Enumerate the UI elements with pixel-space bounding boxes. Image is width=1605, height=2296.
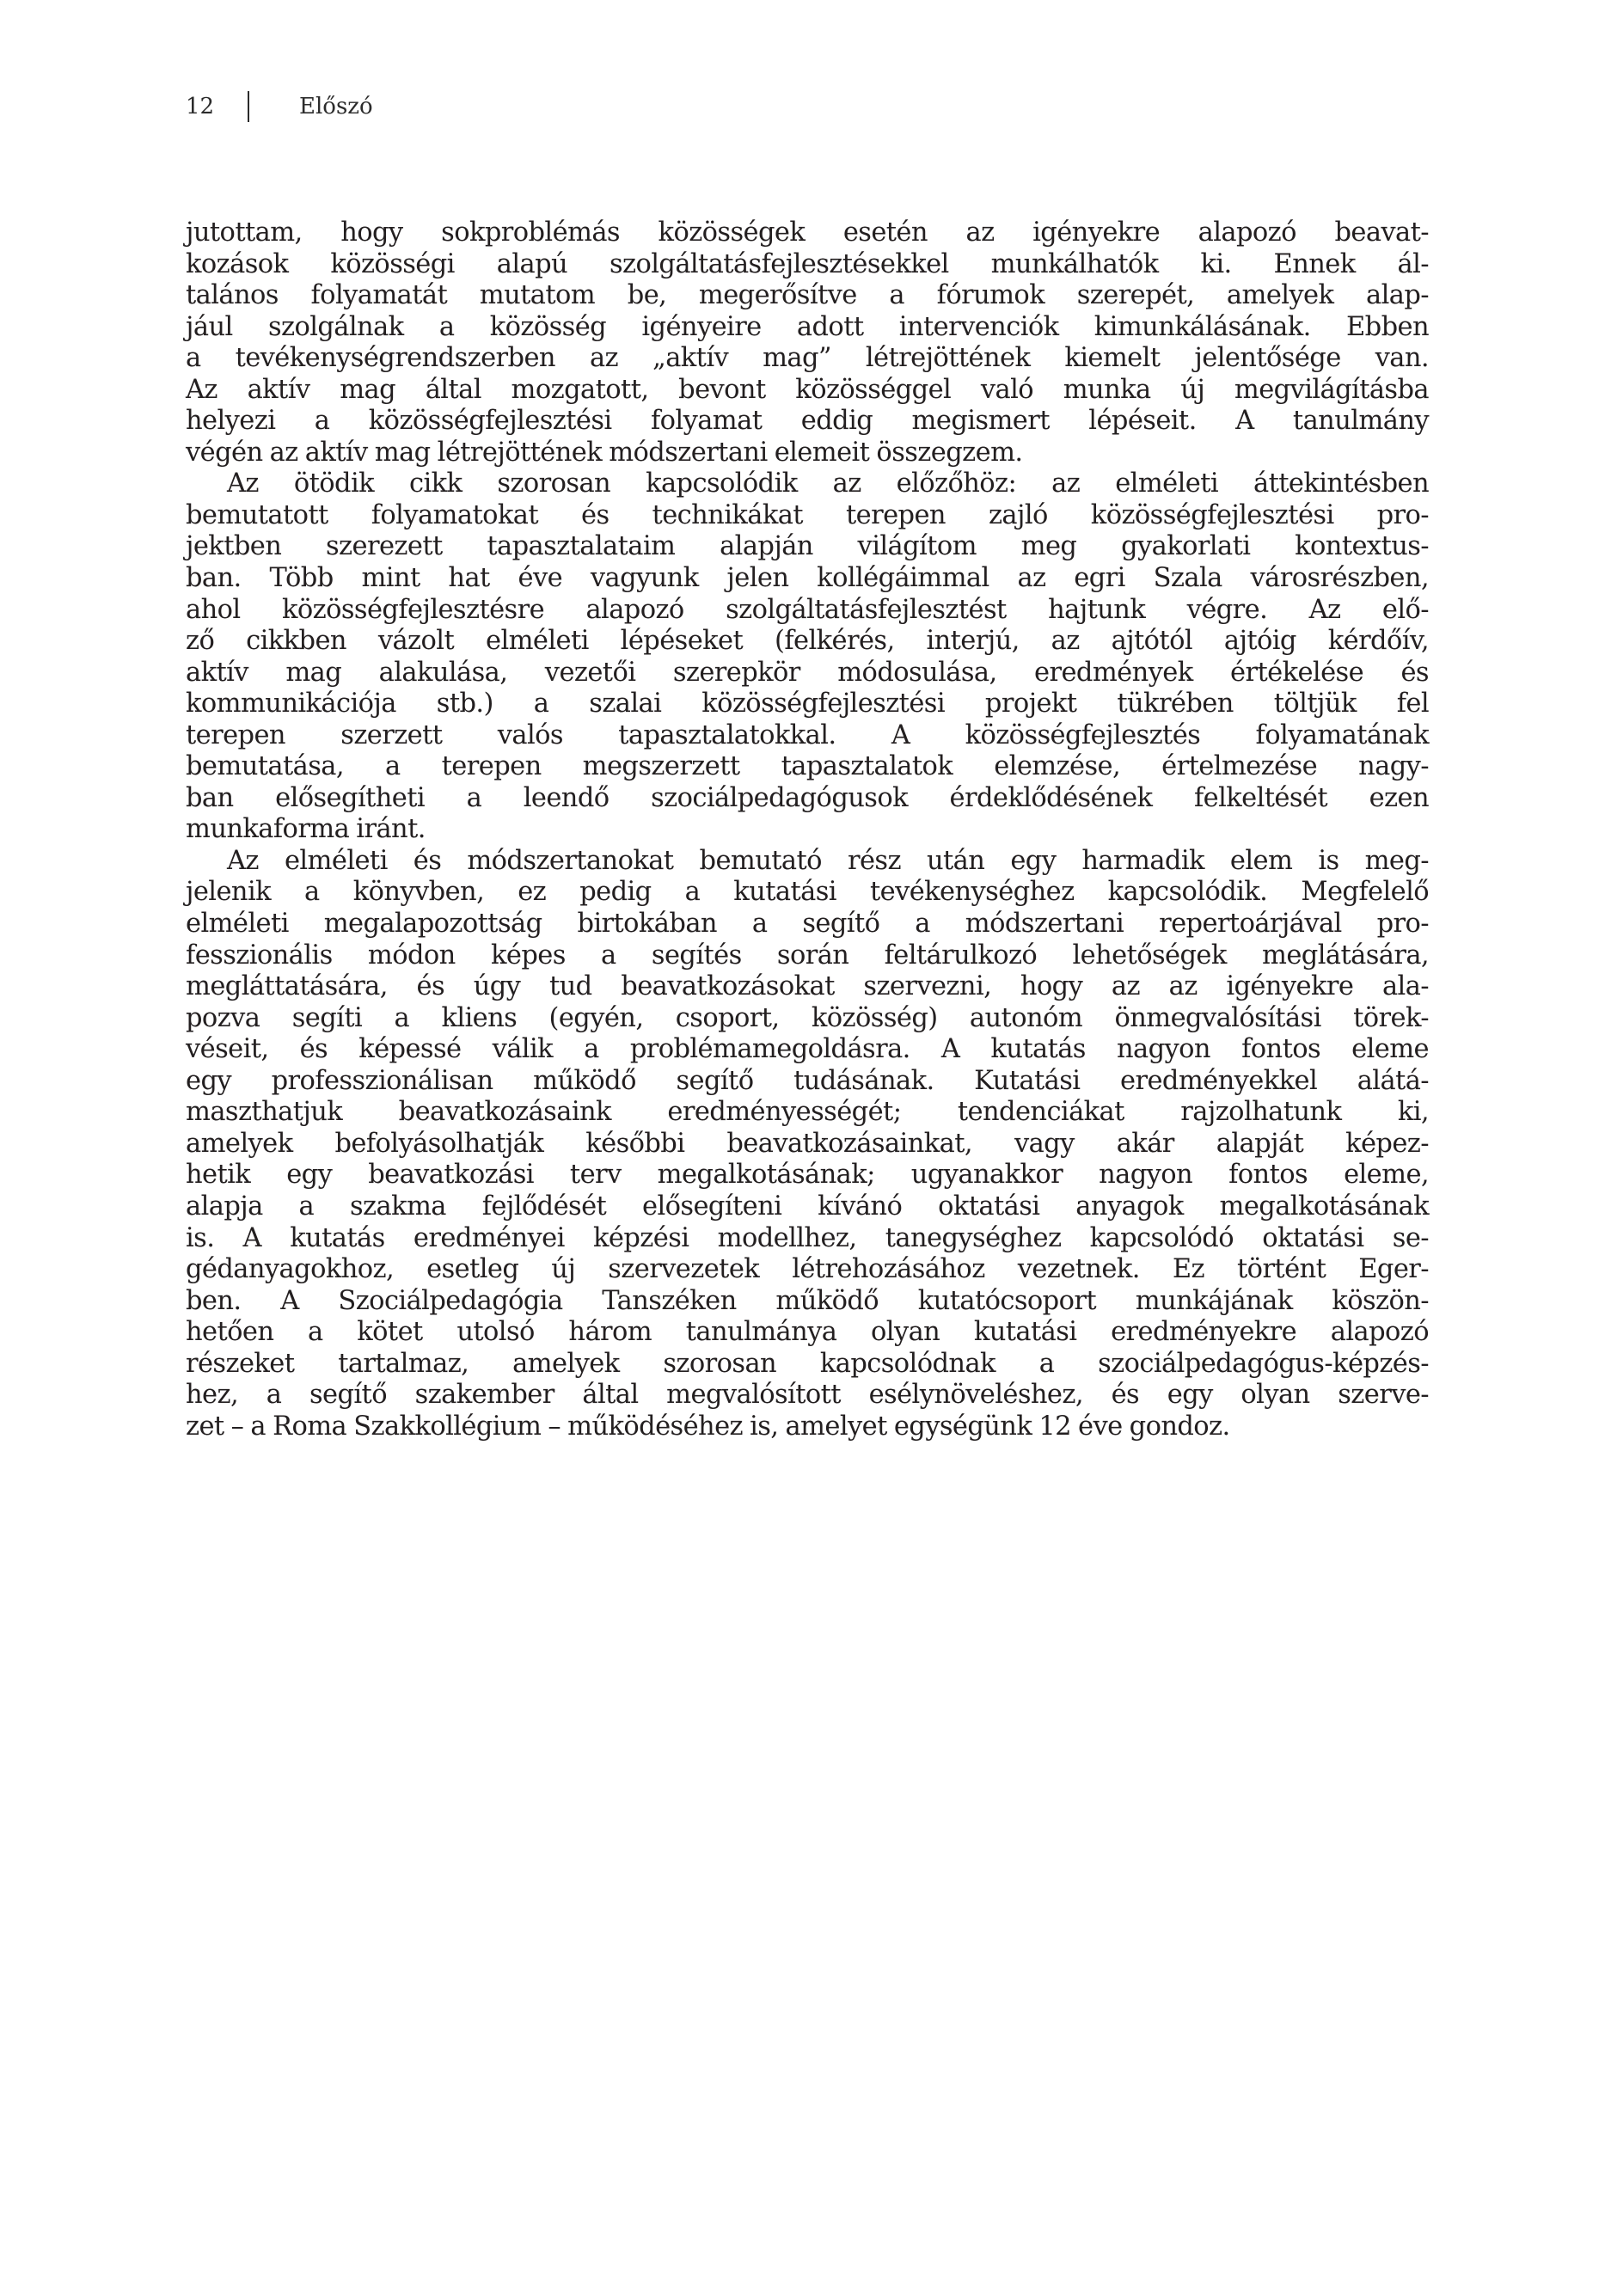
text-line: gédanyagokhoz, esetleg új szervezetek létrehozásához vezetnek. Ez történt Eger- xyxy=(186,1254,1429,1285)
text-line: bemutatott folyamatokat és technikákat terepen zajló közösségfejlesztési pro- xyxy=(186,499,1429,530)
text-line: részeket tartalmaz, amelyek szorosan kapcsolódnak a szociálpedagógus-képzés- xyxy=(186,1348,1429,1379)
text-line: Az elméleti és módszertanokat bemutató rész után egy harmadik elem is meg- xyxy=(227,845,1429,876)
text-line: jutottam, hogy sokproblémás közösségek esetén az igényekre alapozó beavat- xyxy=(186,217,1429,248)
text-line: maszthatjuk beavatkozásaink eredményességét; tendenciákat rajzolhatunk ki, xyxy=(186,1097,1429,1128)
text-line: jelenik a könyvben, ez pedig a kutatási tevékenységhez kapcsolódik. Megfelelő xyxy=(186,877,1429,908)
paragraph xyxy=(186,846,1429,1442)
text-line: ző cikkben vázolt elméleti lépéseket (felkérés, interjú, az ajtótól ajtóig kérdőív, xyxy=(186,626,1429,657)
text-line: pozva segíti a kliens (egyén, csoport, közösség) autonóm önmegvalósítási törek- xyxy=(186,1002,1429,1033)
text-line: helyezi a közösségfejlesztési folyamat eddig megismert lépéseit. A tanulmány xyxy=(186,406,1429,437)
paragraph xyxy=(186,468,1429,846)
header-separator xyxy=(248,91,249,122)
text-line: kommunikációja stb.) a szalai közösségfejlesztési projekt tükrében töltjük fel xyxy=(186,689,1429,719)
text-line: hetően a kötet utolsó három tanulmánya olyan kutatási eredményekre alapozó xyxy=(186,1317,1429,1348)
body-text xyxy=(186,217,1429,1442)
text-line: ahol közösségfejlesztésre alapozó szolgáltatásfejlesztést hajtunk végre. Az elő- xyxy=(186,594,1429,625)
text-line: amelyek befolyásolhatják későbbi beavatkozásainkat, vagy akár alapját képez- xyxy=(186,1128,1429,1159)
paragraph xyxy=(186,217,1429,468)
section-title: Előszó xyxy=(299,94,373,119)
text-line: terepen szerzett valós tapasztalatokkal. A közösségfejlesztés folyamatának xyxy=(186,719,1429,750)
text-line: a tevékenységrendszerben az „aktív mag” létrejöttének kiemelt jelentősége van. xyxy=(186,343,1429,374)
text-line: elméleti megalapozottság birtokában a segítő a módszertani repertoárjával pro- xyxy=(186,909,1429,940)
text-line: ban elősegítheti a leendő szociálpedagógusok érdeklődésének felkeltését ezen xyxy=(186,782,1429,813)
text-line: hetik egy beavatkozási terv megalkotásának; ugyanakkor nagyon fontos eleme, xyxy=(186,1160,1429,1191)
text-line: ban. Több mint hat éve vagyunk jelen kollégáimmal az egri Szala városrészben, xyxy=(186,563,1429,594)
text-line: jául szolgálnak a közösség igényeire adott intervenciók kimunkálásának. Ebben xyxy=(186,311,1429,342)
text-line: kozások közösségi alapú szolgáltatásfejlesztésekkel munkálhatók ki. Ennek ál- xyxy=(186,248,1429,279)
text-line: hez, a segítő szakember által megvalósított esélynöveléshez, és egy olyan szerve- xyxy=(186,1380,1429,1411)
text-line: véseit, és képessé válik a problémamegoldásra. A kutatás nagyon fontos eleme xyxy=(186,1034,1429,1065)
text-line: talános folyamatát mutatom be, megerősítve a fórumok szerepét, amelyek alap- xyxy=(186,280,1429,311)
text-line: bemutatása, a terepen megszerzett tapasztalatok elemzése, értelmezése nagy- xyxy=(186,751,1429,782)
text-line: fesszionális módon képes a segítés során feltárulkozó lehetőségek meglátására, xyxy=(186,940,1429,970)
text-line: munkaforma iránt. xyxy=(186,814,426,845)
text-line: végén az aktív mag létrejöttének módszertani elemeit összegzem. xyxy=(186,437,1023,468)
text-line: zet – a Roma Szakkollégium – működéséhez is, amelyet egységünk 12 éve gondoz. xyxy=(186,1411,1230,1442)
running-head xyxy=(186,86,373,127)
page-number: 12 xyxy=(186,94,215,119)
text-line: alapja a szakma fejlődését elősegíteni kívánó oktatási anyagok megalkotásának xyxy=(186,1191,1429,1221)
text-line: jektben szerezett tapasztalataim alapján világítom meg gyakorlati kontextus- xyxy=(186,531,1429,562)
text-line: egy professzionálisan működő segítő tudásának. Kutatási eredményekkel alátá- xyxy=(186,1065,1429,1096)
text-line: megláttatására, és úgy tud beavatkozásokat szervezni, hogy az az igényekre ala- xyxy=(186,971,1429,1002)
text-line: Az aktív mag által mozgatott, bevont közösséggel való munka új megvilágításba xyxy=(186,374,1429,405)
text-line: aktív mag alakulása, vezetői szerepkör módosulása, eredmények értékelése és xyxy=(186,657,1429,688)
text-line: ben. A Szociálpedagógia Tanszéken működő kutatócsoport munkájának köszön- xyxy=(186,1285,1429,1316)
text-line: is. A kutatás eredményei képzési modellhez, tanegységhez kapcsolódó oktatási se- xyxy=(186,1222,1429,1253)
text-line: Az ötödik cikk szorosan kapcsolódik az előzőhöz: az elméleti áttekintésben xyxy=(227,468,1429,499)
